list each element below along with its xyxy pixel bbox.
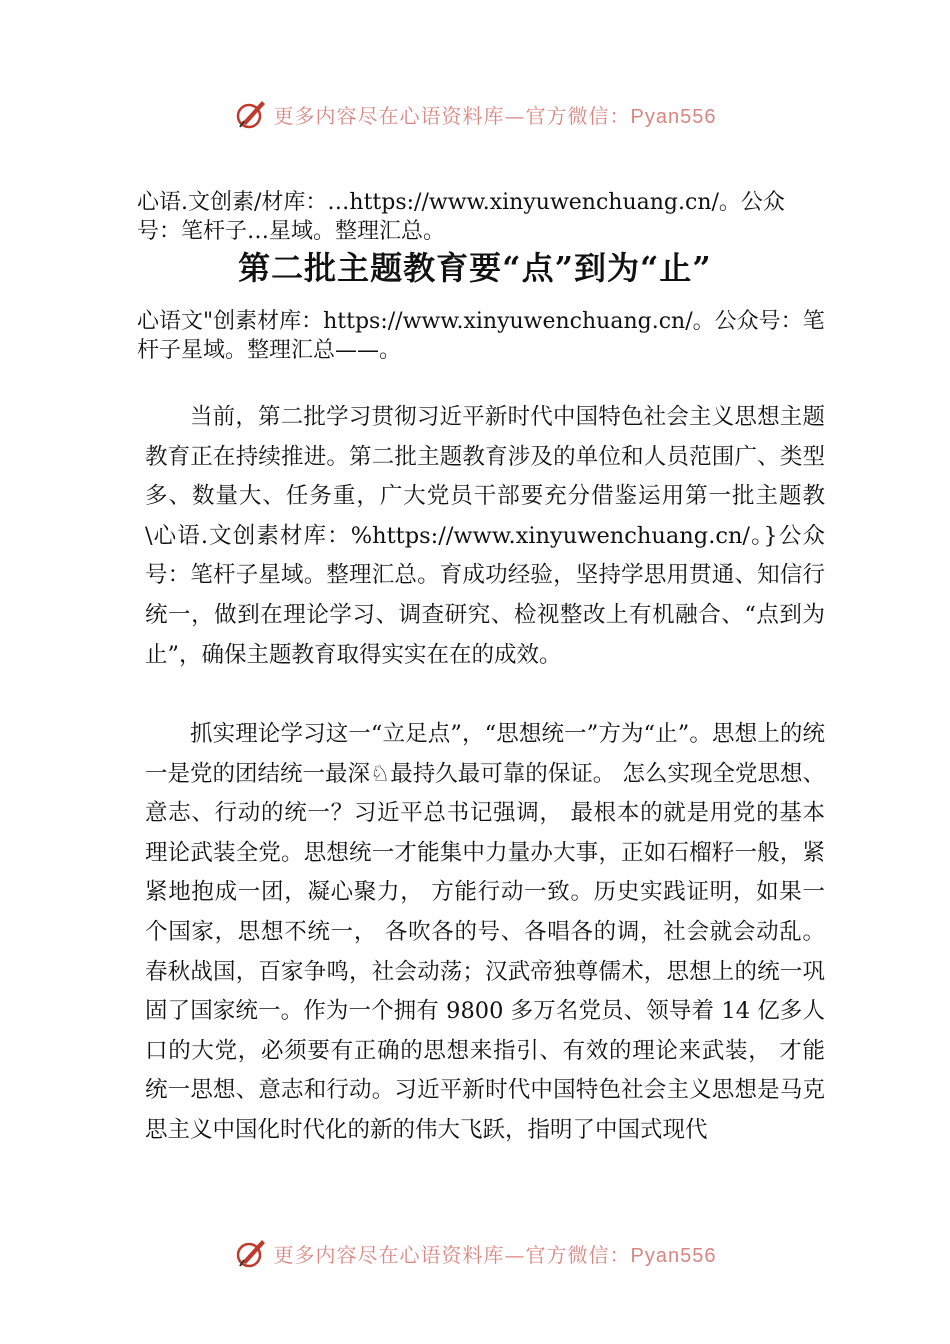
banner-text: 更多内容尽在心语资料库—官方微信： bbox=[273, 103, 631, 128]
source-line-1: 心语.文创素/材库：…https://www.xinyuwenchuang.cn/。公众号：笔杆子…星域。整理汇总。 bbox=[137, 190, 785, 244]
paragraph-2: 抓实理论学习这一“立足点”，“思想统一”方为“止”。思想上的统一是党的团结统一最深♘最持久最可靠的保证。 怎么实现全党思想、意志、行动的统一？习近平总书记强调， 最根本的就是用党的基本理论武装全党。思想统一才能集中力量办大事，正如石榴籽一般，紧紧地抱成一团，凝心聚力， 方能行动一致。历史实践证明，如果一个国家，思想不统一， 各吹各的号、各唱各的调，社会就会动乱。春秋战国，百家争鸣，社会动荡；汉武帝独尊儒术，思想上的统一巩固了国家统一。作为一个拥有 9800 多万名党员、领导着 14 亿多人口的大党，必须要有正确的思想来指引、有效的理论来武装， 才能统一思想、意志和行动。习近平新时代中国特色社会主义思想是马克思主义中国化时代化的新的伟大飞跃，指明了中国式现代 bbox=[145, 721, 825, 1143]
wechat-id: Pyan556 bbox=[630, 105, 717, 128]
wechat-id: Pyan556 bbox=[630, 1244, 717, 1267]
quill-logo-icon bbox=[234, 97, 268, 131]
quill-logo-icon bbox=[234, 1236, 268, 1270]
paragraph-2-container bbox=[145, 715, 825, 1151]
paragraph-1: 当前，第二批学习贯彻习近平新时代中国特色社会主义思想主题教育正在持续推进。第二批主题教育涉及的单位和人员范围广、类型多、数量大、任务重，广大党员干部要充分借鉴运用第一批主题教\心语.文创素材库：%https://www.xinyuwenchuang.cn/。}公众号：笔杆子星域。整理汇总。育成功经验，坚持学思用贯通、知信行统一，做到在理论学习、调查研究、检视整改上有机融合、“点到为止”，确保主题教育取得实实在在的成效。 bbox=[145, 404, 825, 668]
page-title: 第二批主题教育要“点”到为“止” bbox=[238, 249, 712, 287]
header-banner bbox=[0, 92, 950, 136]
source-line-2: 心语文"创素材库：https://www.xinyuwenchuang.cn/。公众号：笔杆子星域。整理汇总——。 bbox=[137, 309, 825, 363]
banner-text: 更多内容尽在心语资料库—官方微信： bbox=[273, 1242, 631, 1267]
paragraph-1-container bbox=[145, 398, 825, 675]
footer-banner bbox=[0, 1231, 950, 1275]
